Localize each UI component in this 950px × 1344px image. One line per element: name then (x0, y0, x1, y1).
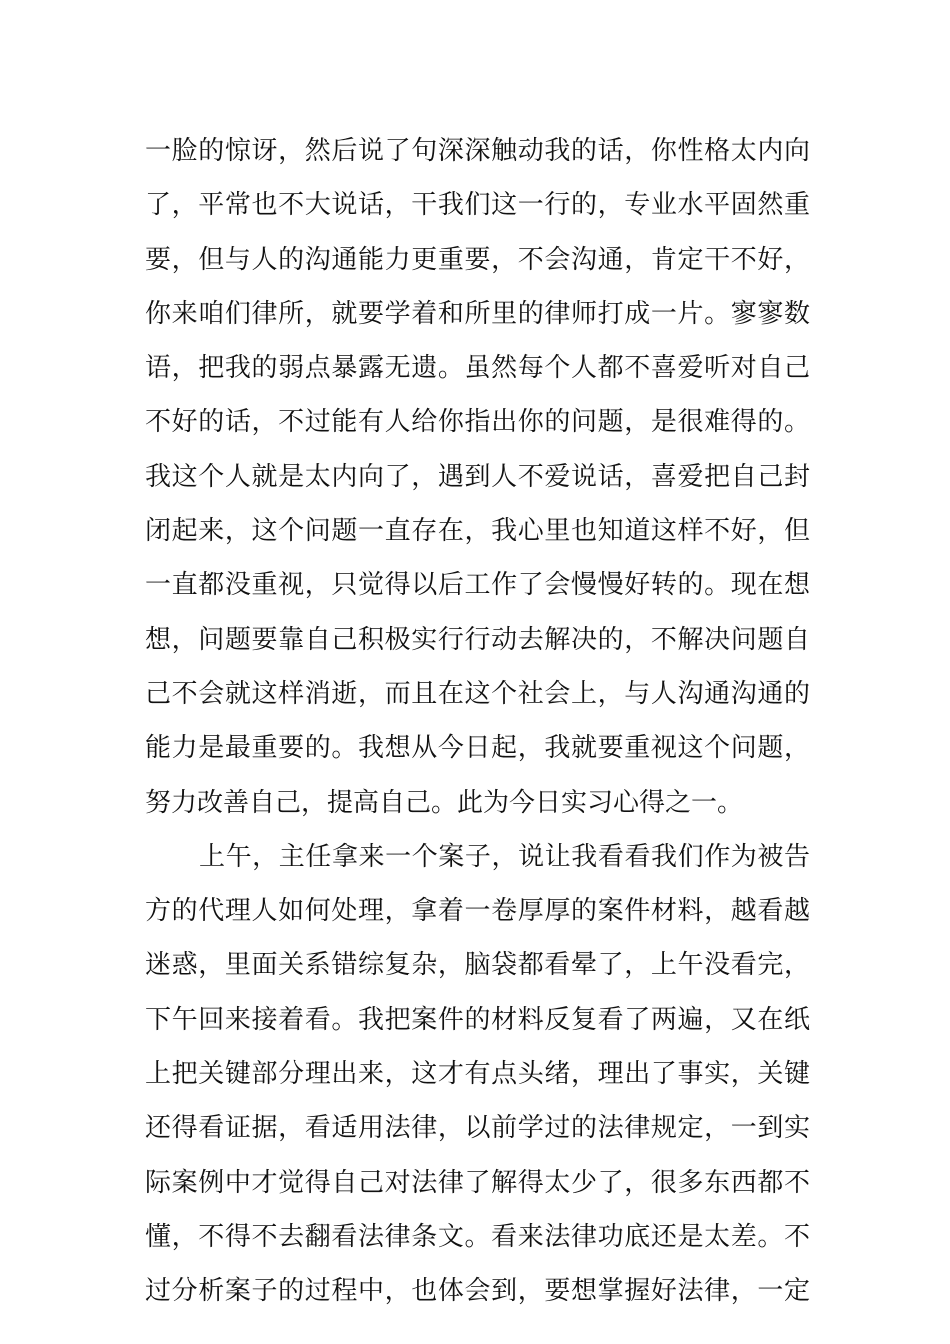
text-line: 了，平常也不大说话，干我们这一行的，专业水平固然重 (145, 190, 810, 221)
text-line: 己不会就这样消逝，而且在这个社会上，与人沟通沟通的 (145, 678, 810, 709)
paragraph-start-line: 上午，主任拿来一个案子，说让我看看我们作为被告 (199, 841, 810, 872)
text-line: 方的代理人如何处理，拿着一卷厚厚的案件材料，越看越 (145, 896, 810, 927)
text-line: 能力是最重要的。我想从今日起，我就要重视这个问题， (145, 733, 810, 764)
text-line: 际案例中才觉得自己对法律了解得太少了，很多东西都不 (145, 1167, 810, 1198)
text-line: 一直都没重视，只觉得以后工作了会慢慢好转的。现在想 (145, 570, 810, 601)
text-line: 上把关键部分理出来，这才有点头绪，理出了事实，关键 (145, 1059, 810, 1090)
text-line: 要，但与人的沟通能力更重要，不会沟通，肯定干不好， (145, 244, 810, 275)
text-line: 下午回来接着看。我把案件的材料反复看了两遍，又在纸 (145, 1004, 810, 1035)
text-line: 不好的话，不过能有人给你指出你的问题，是很难得的。 (145, 407, 810, 438)
body-text (145, 124, 810, 1319)
text-line: 还得看证据，看适用法律，以前学过的法律规定，一到实 (145, 1113, 810, 1144)
text-line: 一脸的惊讶，然后说了句深深触动我的话，你性格太内向 (145, 136, 810, 166)
text-line: 懂，不得不去翻看法律条文。看来法律功底还是太差。不 (145, 1221, 810, 1252)
paragraph-end-line: 努力改善自己，提高自己。此为今日实习心得之一。 (145, 787, 744, 818)
text-line: 我这个人就是太内向了，遇到人不爱说话，喜爱把自己封 (145, 461, 810, 492)
text-line: 迷惑，里面关系错综复杂，脑袋都看晕了，上午没看完， (145, 950, 810, 981)
text-line: 闭起来，这个问题一直存在，我心里也知道这样不好，但 (145, 516, 810, 547)
text-line: 想，问题要靠自己积极实行行动去解决的，不解决问题自 (145, 624, 810, 655)
text-line: 过分析案子的过程中，也体会到，要想掌握好法律，一定 (145, 1276, 810, 1307)
text-line: 语，把我的弱点暴露无遗。虽然每个人都不喜爱听对自己 (145, 353, 810, 384)
text-line: 你来咱们律所，就要学着和所里的律师打成一片。寥寥数 (145, 298, 810, 329)
